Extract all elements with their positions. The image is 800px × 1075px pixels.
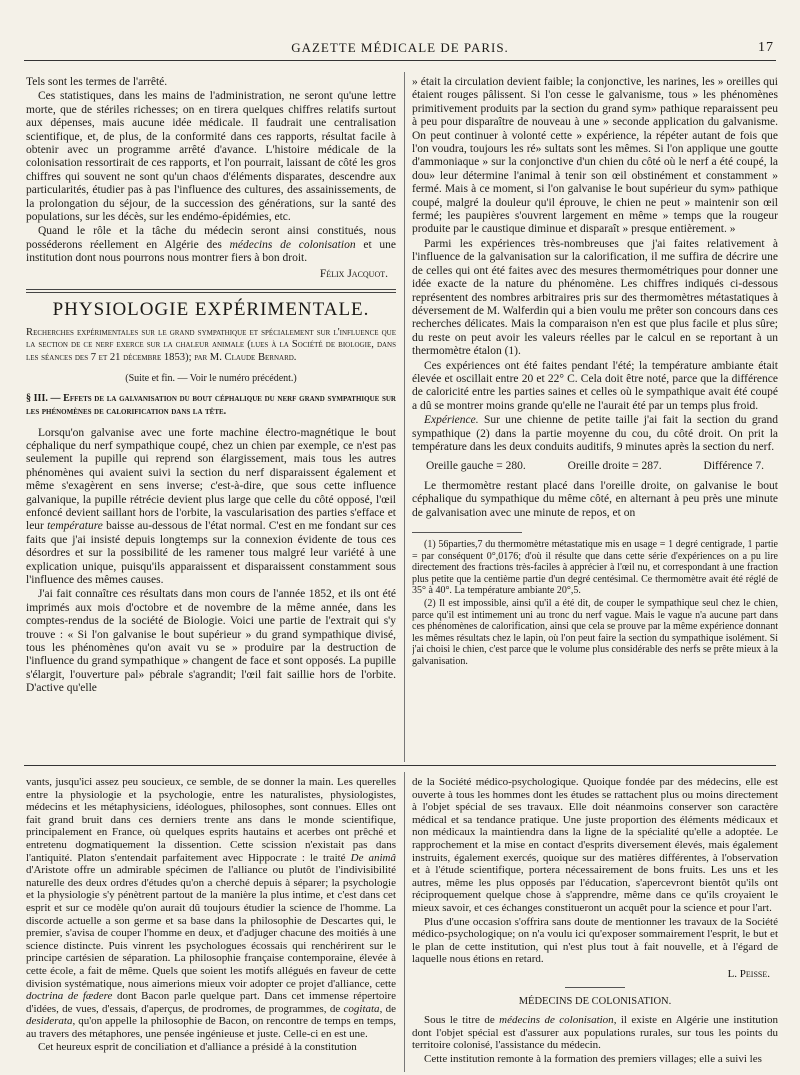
signature-peisse: L. Peisse. [727,967,770,980]
footnote-1: (1) 56parties,7 du thermomètre métastatique mis en usage = 1 degré centigrade, 1 partie = par conséquent 0°,0176; d'où il résulte que dans cette série d'expériences on a pu lire directement des fractions très-faciles à apprécier à l'œil nu, et correspondant à une fraction plus petite que la centième partie d'un degré centésimal. Ce thermomètre avait été réglé de 35° à 40°. La température ambiante 20°,5. [412,539,778,597]
feuilleton-paragraph-5: Sous le titre de médecins de colonisation, il existe en Algérie une institution dont l'objet spécial est d'assurer aux populations rurales, sur tous les points du territoire colonisé, l'assistance du médecin. [412,1014,778,1052]
paragraph-statistics: Ces statistiques, dans les mains de l'administration, ne seront qu'une lettre morte, que de stériles richesses; on en tirera quelques chiffres relatifs surtout aux dépenses, mais aucune idée médicale. Il faudrait une centralisation scientifique, et, de plus, de la conformité dans ces rapports, résultat facile à obtenir avec un programme arrêté d'avance. L'histoire médicale de la colonisation ressortirait de ces rapports, et l'on pourrait, laissant de côté les gros chiffres qui souvent ne sont qu'un chaos d'éléments disparates, descendre aux particularités, étudier pas à pas l'influence des cultures, des assainissements, de la prolongation du séjour, de la succession des générations, sur la santé des populations, sur les décès, sur les endémo-épidémies, etc. [26,90,396,224]
paragraph-experiment: Expérience. Sur une chienne de petite taille j'ai fait la section du grand sympathique (2) dans la partie moyenne du cou, du côté droit. On prit la température dans les deux conduits auditifs, 9 minutes après la section du nerf. [412,414,778,453]
page-number: 17 [758,40,774,55]
feuilleton-paragraph-2: Cet heureux esprit de conciliation et d'alliance a présidé à la constitution [38,1041,357,1054]
short-rule [565,987,625,988]
double-rule [26,289,396,293]
temperature-readings [426,460,764,473]
quote-continuation: » était la circulation devient faible; la conjonctive, les narines, les » oreilles qui étaient rouges pâlissent. Si l'on cesse le galvanisme, tous » les phénomènes primitivement produits par la section du grand sym» pathique reparaissent peu à peu pour disparaître de nouveau à une » seconde application du galvanisme. On peut continuer à volonté cette » expérience, la répéter autant de fois que l'on voudra, toujours les ré» sultats sont les mêmes. Si l'on applique une goutte d'ammoniaque » sur la conjonctive d'un chien du côté où le nerf a été coupé, la dou» leur détermine l'animal à tenir son œil obstinément et constamment » fermé. Mais à ce moment, si l'on galvanise le bout supérieur du sym» pathique coupé, malgré la douleur qu'il éprouve, le chien ne peut » maintenir son œil fermé; les paupières s'ouvrent largement en même » temps que la rougeur produite par le caustique diminue et disparaît » presque entièrement. » [412,76,778,236]
feuilleton-paragraph-1: vants, jusqu'ici assez peu soucieux, ce semble, de se donner la main. Les querelles entre la physiologie et la psychologie, entre les naturalistes, physiologistes, médecins et les métaphysiciens, idéologues, philosophes, sont connues. Elles ont fait grand bruit dans ces derniers trente ans dans le monde scientifique, principalement en France, où quelques esprits hautains et acerbes ont prêché et entretenu dogmatiquement la dissention. Cette scission n'existait pas dans l'antiquité. Platon s'entendait parfaitement avec Hippocrate : le traité De animâ d'Aristote offre un admirable spécimen de l'alliance ou plutôt de l'indivisibilité naturelle des deux ordres d'études qu'on a cherché depuis à séparer; la psychologie et la physiologie s'y pénètrent partout de la manière la plus intime, et c'est dans cet esprit et sur ce modèle qu'on aurait dû toujours étudier la science de l'homme. La discorde actuelle a son germe et sa base dans la philosophie de Descartes qui, le premier, s'avisa de couper l'homme en deux, et d'adjuger chacune des moitiés à une science distincte. Puis vinrent les psychologues écossais qui renchérirent sur le principe cartésien de séparation. La philosophie française contemporaine, élevée à cette école, a fait de même. Quels que soient les motifs allégués en faveur de cette division systématique, nous aimerions mieux voir adopter ce projet d'alliance, cette doctrina de fædere dont Bacon parle quelque part. Dans cet immense répertoire d'idées, de vues, d'essais, d'aperçus, de prodromes, de programmes, de cogitata, de desiderata, qu'on appelle la philosophie de Bacon, on rencontre de temps en temps, au travers des métaphores, une pensée ingénieuse et juste. Celle-ci en est une. [26,776,396,1040]
journal-title: GAZETTE MÉDICALE DE PARIS. [291,40,509,55]
footnote-2: (2) Il est impossible, ainsi qu'il a été dit, de couper le sympathique seul chez le chien, parce qu'il est intimement uni au tronc du nerf vague. Mais le vague n'a aucune part dans ces phénomènes de calorification, ainsi que cela se prouve par la même expérience donnant les mêmes résultats chez le lapin, où l'on peut faire la section du sympathique isolément. Si j'ai choisi le chien, c'est parce que le volume plus considérable des nerfs se prête mieux à la galvanisation. [412,597,778,667]
feuilleton-paragraph-6: Cette institution remonte à la formation des premiers villages; elle a suivi les [424,1052,762,1065]
paragraph-summer: Ces expériences ont été faites pendant l'été; la température ambiante était élevée et oscillait entre 20 et 22° C. Cela doit être noté, parce que la différence de caloricité entre les parties saines et celles où le sympathique avait été coupé a dû se montrer moins grande qu'elle ne l'aurait été par un temps plus froid. [412,359,778,412]
colonisation-heading: MÉDECINS DE COLONISATION. [518,995,672,1007]
left-column [26,76,396,757]
arrete-intro: Tels sont les termes de l'arrêté. [26,76,168,88]
column-divider [404,72,405,762]
section-title: PHYSIOLOGIE EXPÉRIMENTALE. [52,299,370,321]
reading-difference: Différence 7. [703,460,764,473]
bottom-right-column [412,776,778,1070]
feuilleton-paragraph-3: de la Société médico-psychologique. Quoique fondée par des médecins, elle est ouverte à tous les hommes dont les études se rattachent plus ou moins directement à l'objet spécial de ses travaux. Elle doit néanmoins conserver son caractère médical et sa tendance pratique. Une juste proportion des éléments médicaux et non médicaux la maintiendra dans la ligne de la spécialité qu'elle a adoptée. Le rapprochement et la mise en contact d'esprits diversement élevés, mais également instruits, également exercés, quoique sur des matières différentes, à l'observation et à l'étude scientifique, portera nécessairement de bons fruits. Les uns et les autres, même les plus opposés par l'éducation, s'apercevront bientôt qu'ils ont réciproquement quelque chose à s'apprendre, même dans ce qu'ils croyaient le mieux savoir, et ces échanges constitueront un acquêt pour la science et pour l'art. [412,776,778,914]
paragraph-experiences: Parmi les expériences très-nombreuses que j'ai faites relativement à l'influence de la galvanisation sur la calorification, il me suffira de décrire une de celles qui ont été faites avec des mesures thermométriques pour donner une idée exacte de la nature du phénomène. Les chiffres indiqués ci-dessous représentent des nombres arbitraires pris sur des thermomètres métastatiques à déversement de M. Walferdin qui a bien voulu me prêter son concours dans ces recherches délicates. Mais la comparaison n'en est que plus facile et plus sûre; du reste on peut avoir les valeurs réelles par le calcul en se reportant à un thermomètre étalon (1). [412,237,778,358]
paragraph-thermometer: Le thermomètre restant placé dans l'oreille droite, on galvanise le bout céphalique du sympathique du même côté, en alternant à peu près une minute de galvanisation avec une minute de repos, et on [412,479,778,519]
feuilleton-paragraph-4: Plus d'une occasion s'offrira sans doute de mentionner les travaux de la Société médico-psychologique; on n'a voulu ici qu'exposer sommairement l'esprit, le but et le plan de cette institution, qui n'est plus tout à fait nouvelle, et à l'égard de laquelle nous étions en retard. [412,915,778,966]
continuation-note: (Suite et fin. — Voir le numéro précédent.) [125,373,297,385]
bottom-left-column [26,776,396,1070]
right-column [412,76,778,757]
feuilleton-separator [24,765,776,766]
paragraph-galvanisation: Lorsqu'on galvanise avec une forte machine électro-magnétique le bout céphalique du nerf sympathique coupé, chez un chien par exemple, ce n'est pas seulement la pupille qui reprend son élargissement, mais tous les autres phénomènes qui avaient suivi la section du nerf disparaissent également et même s'exagèrent en sens inverse; c'est-à-dire, que sous cette influence galvanique, la pupille rétrécie devient plus large que celle du côté opposé, l'œil enfoncé devient saillant hors de l'orbite, la vascularisation des parties s'efface et leur température baisse au-dessous de l'état normal. C'est en me fondant sur ces faits que j'ai insisté depuis longtemps sur la connexion évidente de tous ces désordres et sur la possibilité de les ramener tous malgré leur variété à une explication unique, puisqu'ils apparaissent et disparaissent constamment sous l'influence des mêmes causes. [26,426,396,586]
paragraph-results: J'ai fait connaître ces résultats dans mon cours de l'année 1852, et ils ont été imprimés aux mois d'octobre et de novembre de la même année, dans les comptes-rendus de la société de Biologie. Voici une partie de l'extrait qui s'y trouve : « Si l'on galvanise le bout supérieur » du grand sympathique divisé, tous les phénomènes qu'on avait vu se » produire par la destruction de l'influence du grand sympathique » changent de face et sont opposés. La pupille s'élargit, l'ouverture pal» pébrale s'agrandit; l'œil fait saillie hors de l'orbite. D'active qu'elle [26,588,396,695]
bottom-column-divider [404,772,405,1072]
page-header [24,40,776,61]
article-subtitle: Recherches expérimentales sur le grand sympathique et spécialement sur l'influence que la section de ce nerf exerce sur la chaleur animale (lues à la Société de biologie, dans les séances des 7 et 21 décembre 1853); par M. Claude Bernard. [26,326,396,363]
reading-left-ear: Oreille gauche = 280. [426,460,526,473]
paragraph-role: Quand le rôle et la tâche du médecin seront ainsi constitués, nous posséderons réellement en Algérie des médecins de colonisation et une institution dont nous pourrons nous montrer fiers à bon droit. [26,225,396,265]
footnote-rule [412,532,522,533]
reading-right-ear: Oreille droite = 287. [567,460,662,473]
section-3-title: § III. — Effets de la galvanisation du bout céphalique du nerf grand sympathique sur les phénomènes de calorification dans la tête. [26,392,396,418]
signature-jacquot: Félix Jacquot. [319,267,388,280]
